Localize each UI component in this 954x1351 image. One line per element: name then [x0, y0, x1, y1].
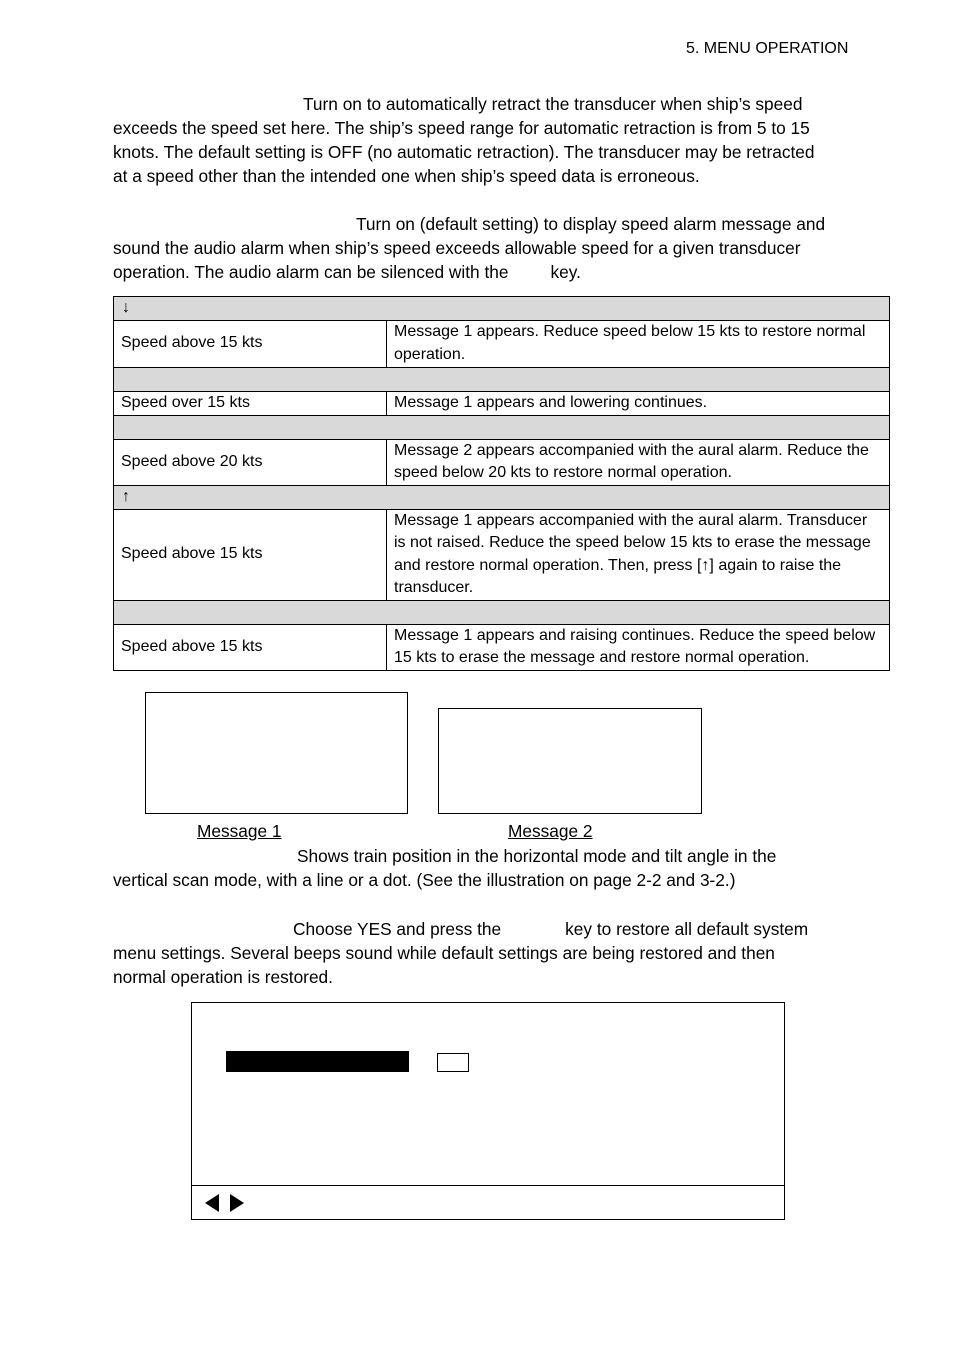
default-paragraph: [113, 917, 808, 989]
default-line-2: menu settings. Several beeps sound while default settings are being restored and then: [113, 943, 775, 963]
table-section-row: [114, 485, 890, 509]
train-line-1: Shows train position in the horizontal mode and tilt angle in the: [297, 846, 777, 866]
train-line-2: vertical scan mode, with a line or a dot. (See the illustration on page 2-2 and 3-2.): [113, 870, 736, 890]
retract-line-2: exceeds the speed set here. The ship’s speed range for automatic retraction is from 5 to 15: [113, 118, 810, 138]
footer-divider: [192, 1185, 784, 1186]
option-box: [437, 1053, 469, 1072]
table-section-row: [114, 297, 890, 321]
retract-line-1: Turn on to automatically retract the transducer when ship’s speed: [303, 94, 803, 114]
speed-alarm-table: [113, 296, 890, 671]
message-1-caption: Message 1: [197, 821, 282, 841]
default-line-1-end: key to restore all default system: [565, 919, 809, 939]
table-section-row: [114, 415, 890, 439]
result-cell: Message 1 appears and raising continues. Reduce the speed below 15 kts to erase the message and restore normal operation.: [387, 624, 890, 670]
table-row: [114, 320, 890, 367]
alarm-line-1: Turn on (default setting) to display speed alarm message and: [356, 214, 826, 234]
section-heading: [114, 415, 890, 439]
section-heading: [114, 367, 890, 391]
message-1-box: [145, 692, 408, 814]
result-cell: Message 1 appears accompanied with the aural alarm. Transducer is not raised. Reduce the speed below 15 kts to erase the message and restore normal operation. Then, press [↑] again to raise the transducer.: [387, 509, 890, 600]
alarm-paragraph: [113, 212, 825, 284]
condition-cell: Speed over 15 kts: [114, 391, 387, 415]
default-menu-display: [191, 1002, 785, 1220]
alarm-line-3-start: operation. The audio alarm can be silenced with the: [113, 262, 509, 282]
table-row: [114, 624, 890, 670]
train-paragraph: [113, 844, 776, 892]
condition-cell: Speed above 20 kts: [114, 439, 387, 485]
message-2-caption: Message 2: [508, 821, 593, 841]
retract-paragraph: [113, 92, 815, 188]
retract-line-3: knots. The default setting is OFF (no automatic retraction). The transducer may be retracted: [113, 142, 815, 162]
table-row: [114, 439, 890, 485]
result-cell: Message 2 appears accompanied with the aural alarm. Reduce the speed below 20 kts to restore normal operation.: [387, 439, 890, 485]
condition-cell: Speed above 15 kts: [114, 320, 387, 367]
section-heading: ↑: [114, 485, 890, 509]
table-row: [114, 509, 890, 600]
default-line-3: normal operation is restored.: [113, 967, 333, 987]
alarm-line-3: [113, 260, 825, 284]
alarm-line-2: sound the audio alarm when ship’s speed exceeds allowable speed for a given transducer: [113, 238, 801, 258]
alarm-line-3-end: key.: [550, 262, 581, 282]
page-header: 5. MENU OPERATION: [686, 40, 849, 57]
message-2-box: [438, 708, 702, 814]
table-section-row: [114, 367, 890, 391]
section-heading: ↓: [114, 297, 890, 321]
menu-item-highlight: [226, 1051, 409, 1072]
condition-cell: Speed above 15 kts: [114, 509, 387, 600]
default-line-1: [113, 917, 808, 941]
section-heading: [114, 600, 890, 624]
table-row: [114, 391, 890, 415]
condition-cell: Speed above 15 kts: [114, 624, 387, 670]
result-cell: Message 1 appears. Reduce speed below 15 kts to restore normal operation.: [387, 320, 890, 367]
result-cell: Message 1 appears and lowering continues.: [387, 391, 890, 415]
triangle-left-icon: [205, 1194, 219, 1212]
triangle-right-icon: [230, 1194, 244, 1212]
table-section-row: [114, 600, 890, 624]
default-line-1-start: Choose YES and press the: [293, 919, 502, 939]
retract-line-4: at a speed other than the intended one when ship’s speed data is erroneous.: [113, 166, 700, 186]
